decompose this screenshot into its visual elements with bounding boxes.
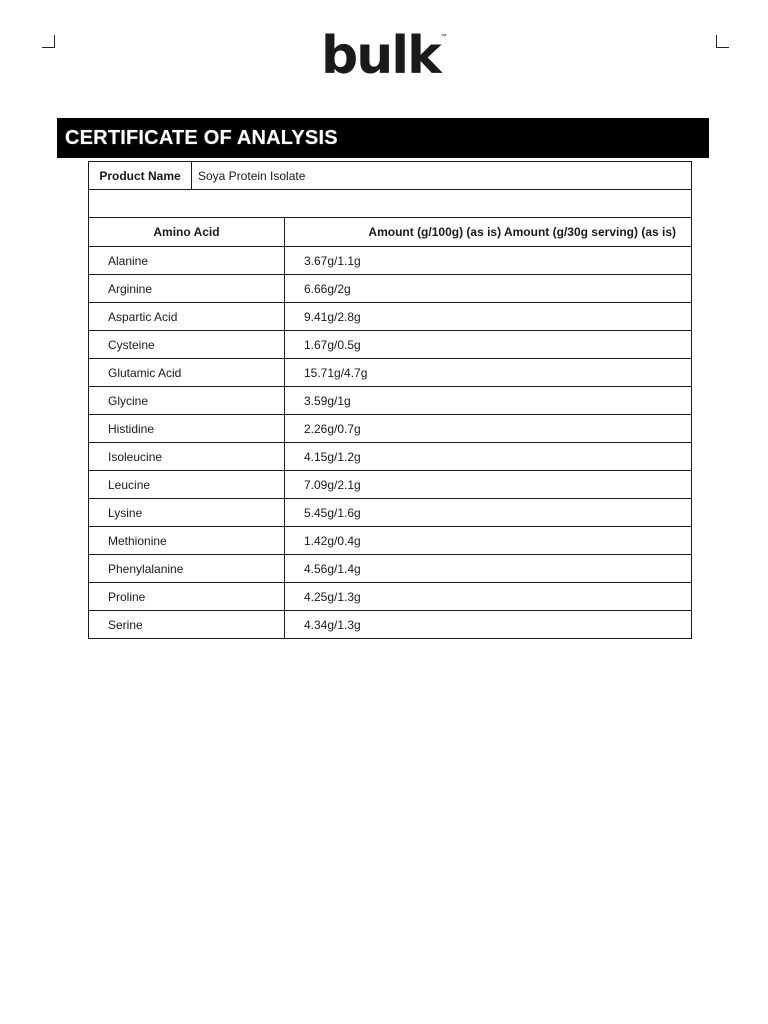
amino-acid-amount: 7.09g/2.1g [285, 471, 692, 499]
amino-acid-name: Alanine [89, 247, 285, 275]
crop-mark-left [42, 35, 55, 48]
amino-acid-name: Histidine [89, 415, 285, 443]
amino-acid-name: Glutamic Acid [89, 359, 285, 387]
table-row [89, 359, 692, 387]
amino-acid-amount: 15.71g/4.7g [285, 359, 692, 387]
table-row [89, 275, 692, 303]
product-name-label: Product Name [89, 162, 192, 190]
crop-mark-right [716, 35, 729, 48]
amino-acid-name: Leucine [89, 471, 285, 499]
amino-acid-amount: 3.59g/1g [285, 387, 692, 415]
table-row [89, 331, 692, 359]
amino-acid-name: Aspartic Acid [89, 303, 285, 331]
amino-acid-amount: 4.15g/1.2g [285, 443, 692, 471]
table-header-row [89, 218, 692, 247]
amino-acid-name: Phenylalanine [89, 555, 285, 583]
amino-acid-amount: 1.42g/0.4g [285, 527, 692, 555]
table-row [89, 303, 692, 331]
trademark-symbol: ™ [440, 34, 447, 40]
amino-acid-amount: 5.45g/1.6g [285, 499, 692, 527]
empty-row [89, 190, 692, 218]
amino-acid-name: Glycine [89, 387, 285, 415]
amino-acid-amount: 6.66g/2g [285, 275, 692, 303]
amino-acid-name: Isoleucine [89, 443, 285, 471]
bulk-logo [321, 26, 447, 86]
amino-acid-amount: 9.41g/2.8g [285, 303, 692, 331]
table-row [89, 555, 692, 583]
amino-acid-name: Serine [89, 611, 285, 639]
amino-acid-amount: 1.67g/0.5g [285, 331, 692, 359]
table-row [89, 527, 692, 555]
amino-acid-name: Arginine [89, 275, 285, 303]
header-amount: Amount (g/100g) (as is) Amount (g/30g serving) (as is) [285, 218, 692, 247]
table-row [89, 247, 692, 275]
table-row [89, 471, 692, 499]
product-name-row [89, 162, 692, 190]
logo-text: bulk [321, 26, 440, 86]
amino-acid-amount: 4.25g/1.3g [285, 583, 692, 611]
amino-acid-name: Proline [89, 583, 285, 611]
title-banner [57, 118, 709, 158]
product-name-value: Soya Protein Isolate [192, 162, 692, 190]
header-amino-acid: Amino Acid [89, 218, 285, 247]
table-row [89, 499, 692, 527]
amino-acid-table [88, 161, 692, 639]
empty-cell [89, 190, 692, 218]
table-row [89, 387, 692, 415]
amino-acid-amount: 4.34g/1.3g [285, 611, 692, 639]
amino-acid-name: Lysine [89, 499, 285, 527]
page-title: CERTIFICATE OF ANALYSIS [65, 127, 338, 149]
table-row [89, 583, 692, 611]
table-row [89, 611, 692, 639]
amino-acid-name: Methionine [89, 527, 285, 555]
amino-acid-amount: 4.56g/1.4g [285, 555, 692, 583]
amino-acid-name: Cysteine [89, 331, 285, 359]
amino-acid-amount: 2.26g/0.7g [285, 415, 692, 443]
table-row [89, 443, 692, 471]
amino-acid-amount: 3.67g/1.1g [285, 247, 692, 275]
table-row [89, 415, 692, 443]
